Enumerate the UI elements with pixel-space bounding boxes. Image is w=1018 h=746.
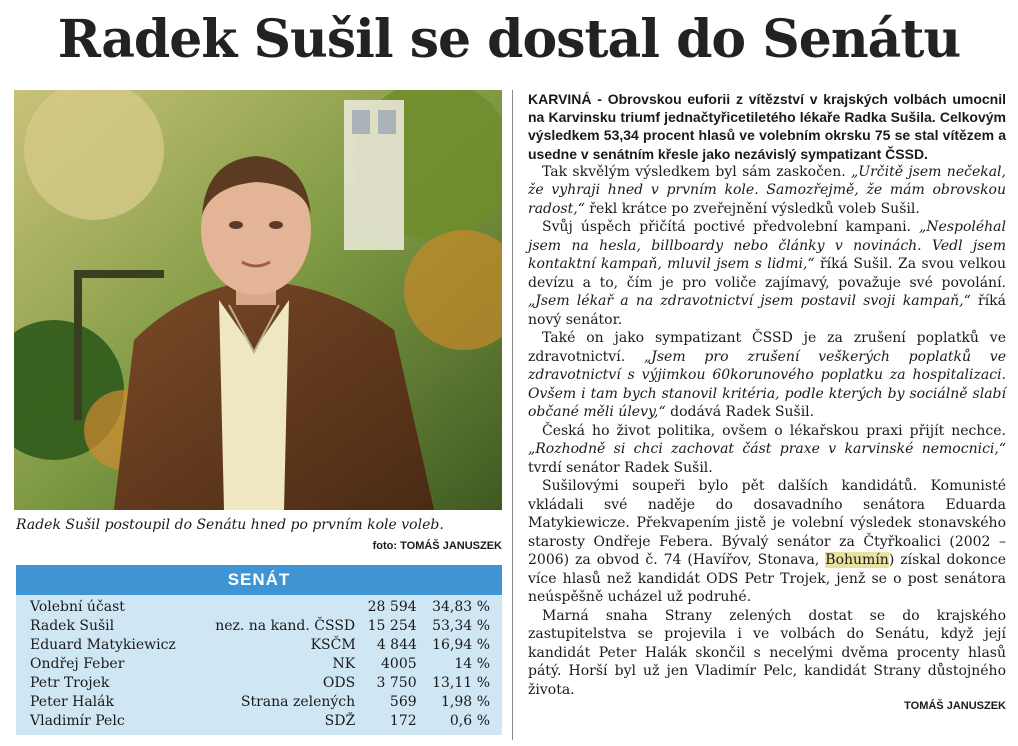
cell-votes: 4 844 (376, 637, 417, 653)
cell-party: KSČM (310, 637, 356, 653)
cell-unit: % (476, 599, 490, 615)
cell-pct: 53,34 (432, 618, 473, 634)
table-row (30, 674, 490, 693)
portrait-photo (14, 90, 502, 510)
table-row (30, 712, 490, 731)
cell-pct: 13,11 (432, 675, 473, 691)
cell-party: nez. na kand. ČSSD (215, 618, 356, 634)
cell-unit: % (476, 675, 490, 691)
cell-name: Peter Halák (30, 694, 114, 710)
cell-unit: % (476, 713, 490, 729)
cell-votes: 172 (389, 713, 417, 729)
article-paragraph: Také on jako sympatizant ČSSD je za zrušení poplatků ve zdravotnictví. „Jsem pro zrušení veškerých poplatků ve zdravotnictví s výjimkou 60korunového poplatku za hospitalizaci. Ovšem i tam bych stanovil kritéria, podle kterých by sociálně slabí občané měli úlevy,“ dodává Radek Sušil. (528, 330, 1006, 421)
article-paragraph: Marná snaha Strany zelených dostat se do krajského zastupitelstva se projevila i ve volbách do Senátu, když její kandidát Peter Halák skončil s necelými dvěma procenty hlasů pátý. Horší byl už jen Vladimír Pelc, kandidát Strany důstojného života. (528, 607, 1006, 698)
article-paragraph: Sušilovými soupeři bylo pět dalších kandidátů. Komunisté vkládali své naděje do dosavadního senátora Eduarda Matykiewicze. Překvapením jistě je volební výsledek stonavského starosty Ondřeje Febera. Bývalý senátor za Čtyřkoalici (2002 – 2006) za obvod č. 74 (Havířov, Stonava, Bohumín) získal dokonce více hlasů než kandidát ODS Petr Trojek, jenž se o post senátora neúspěšně ucházel už podruhé. (528, 478, 1007, 606)
table-row (30, 617, 490, 636)
cell-party (169, 598, 355, 617)
table-row (30, 655, 490, 674)
cell-pct: 34,83 (432, 599, 473, 615)
cell-votes: 15 254 (367, 618, 417, 634)
cell-pct: 0,6 (449, 713, 473, 729)
table-title: SENÁT (16, 565, 502, 595)
cell-name: Petr Trojek (30, 675, 110, 691)
photo-caption: Radek Sušil postoupil do Senátu hned po prvním kole voleb. (16, 517, 444, 533)
table-row (30, 598, 490, 617)
highlighted-word: Bohumín (825, 552, 889, 569)
cell-unit: % (476, 618, 490, 634)
cell-unit: % (476, 656, 490, 672)
cell-name: Vladimír Pelc (30, 713, 125, 729)
cell-name: Ondřej Feber (30, 656, 125, 672)
cell-votes: 3 750 (376, 675, 417, 691)
table-row (30, 693, 490, 712)
column-divider (512, 90, 513, 740)
cell-pct: 1,98 (440, 694, 473, 710)
cell-name: Eduard Matykiewicz (30, 637, 176, 653)
cell-unit: % (476, 637, 490, 653)
cell-votes: 569 (389, 694, 417, 710)
cell-pct: 14 (454, 656, 473, 672)
article-paragraph: Česká ho život politika, ovšem o lékařskou praxi přijít nechce. „Rozhodně si chci zachovat část praxe v karvinské nemocnici,“ tvrdí senátor Radek Sušil. (528, 422, 1006, 476)
headline: Radek Sušil se dostal do Senátu (57, 9, 961, 70)
cell-votes: 4005 (381, 656, 417, 672)
cell-name: Radek Sušil (30, 618, 115, 634)
article-author: TOMÁŠ JANUSZEK (904, 700, 1006, 713)
cell-party: Strana zelených (240, 694, 356, 710)
photo-credit: foto: TOMÁŠ JANUSZEK (372, 540, 502, 552)
article-body (528, 90, 1006, 713)
cell-party: ODS (322, 675, 356, 691)
article-paragraph: Svůj úspěch přičítá poctivé předvolební kampani. „Nespoléhal jsem na hesla, billboardy nebo články v novinách. Vedl jsem kontaktní kampaň, mluvil jsem s lidmi,“ říká Sušil. Za svou velkou devízu a to, čím je pro voliče zajímavý, považuje své povolání. „Jsem lékař a na zdravotnictví jsem postavil svoji kampaň,“ říká nový senátor. (528, 219, 1006, 328)
article-paragraph: Tak skvělým výsledkem byl sám zaskočen. „Určitě jsem nečekal, že vyhraji hned v prvním kole. Samozřejmě, že mám obrovskou radost,“ řekl krátce po zveřejnění výsledků voleb Sušil. (528, 163, 1006, 217)
cell-party: SDŽ (324, 713, 356, 729)
cell-name: Volební účast (30, 599, 125, 615)
cell-votes: 28 594 (367, 599, 417, 615)
senate-results-table (16, 565, 502, 735)
table-row (30, 636, 490, 655)
article-lead: KARVINÁ - Obrovskou euforii z vítězství v krajských volbách umocnil na Karvinsku triumf jednačtyřicetiletého lékaře Radka Sušila. Celkovým výsledkem 53,34 procent hlasů ve volebním okrsku 75 se stal vítězem a usedne v senátním křesle jako nezávislý sympatizant ČSSD. (528, 91, 1006, 162)
cell-unit: % (476, 694, 490, 710)
cell-pct: 16,94 (432, 637, 473, 653)
cell-party: NK (332, 656, 356, 672)
